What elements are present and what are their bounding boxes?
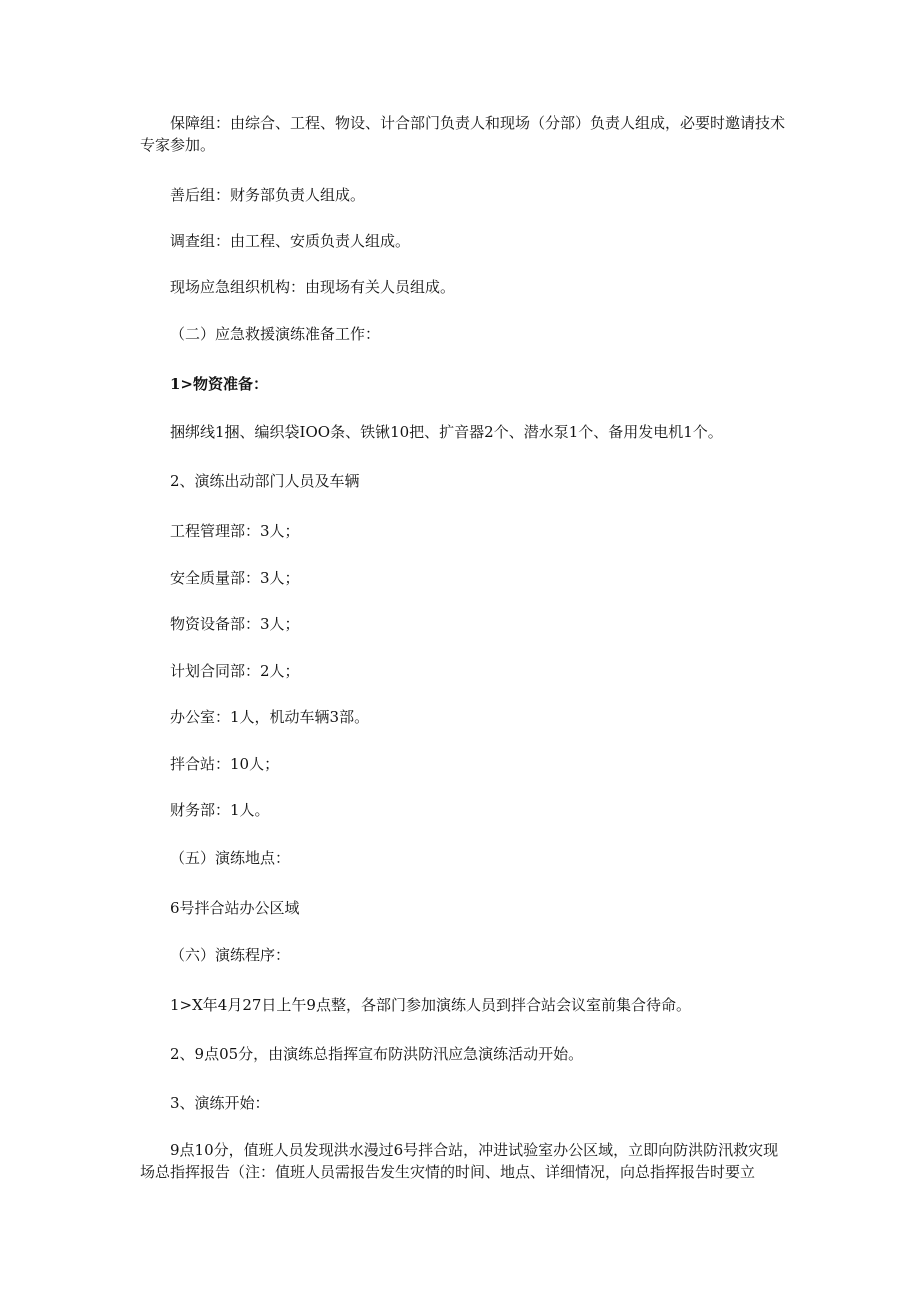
paragraph-mixing-station: 拌合站：10人；: [170, 755, 280, 773]
paragraph-investigation-group: 调查组：由工程、安质负责人组成。: [170, 232, 411, 250]
paragraph-finance-dept: 财务部：1人。: [170, 801, 270, 819]
paragraph-engineering-dept: 工程管理部：3人；: [170, 522, 300, 540]
paragraph-office: 办公室：1人，机动车辆3部。: [170, 708, 370, 726]
paragraph-procedure-step-3: 3、演练开始：: [170, 1094, 270, 1112]
paragraph-drill-location: 6号拌合站办公区域: [170, 899, 300, 917]
paragraph-support-group: 保障组：由综合、工程、物设、计合部门负责人和现场（分部）负责人组成，必要时邀请技术专家参加。: [140, 114, 786, 154]
paragraph-materials-equipment-dept: 物资设备部：3人；: [170, 615, 300, 633]
paragraph-aftermath-group: 善后组：财务部负责人组成。: [170, 186, 366, 204]
paragraph-material-list: 捆绑线1捆、编织袋IOO条、铁锹10把、扩音器2个、潜水泵1个、备用发电机1个。: [170, 423, 723, 441]
section-heading-preparation: （二）应急救援演练准备工作：: [170, 325, 381, 343]
paragraph-drill-start-details: 9点10分，值班人员发现洪水漫过6号拌合站，冲进试验室办公区域，立即向防洪防汛救灾现场总指挥报告（注：值班人员需报告发生灾情的时间、地点、详细情况，向总指挥报告时要立: [140, 1141, 779, 1181]
paragraph-planning-contract-dept: 计划合同部：2人；: [170, 662, 300, 680]
paragraph-safety-quality-dept: 安全质量部：3人；: [170, 569, 300, 587]
item-personnel-vehicles: 2、演练出动部门人员及车辆: [170, 472, 360, 490]
paragraph-onsite-organization: 现场应急组织机构：由现场有关人员组成。: [170, 278, 456, 296]
item-material-preparation: 1>物资准备：: [170, 375, 269, 393]
paragraph-procedure-step-1: 1>X年4月27日上午9点整，各部门参加演练人员到拌合站会议室前集合待命。: [170, 996, 691, 1014]
section-heading-location: （五）演练地点：: [170, 849, 291, 867]
section-heading-procedure: （六）演练程序：: [170, 946, 291, 964]
paragraph-procedure-step-2: 2、9点05分，由演练总指挥宣布防洪防汛应急演练活动开始。: [170, 1045, 584, 1063]
